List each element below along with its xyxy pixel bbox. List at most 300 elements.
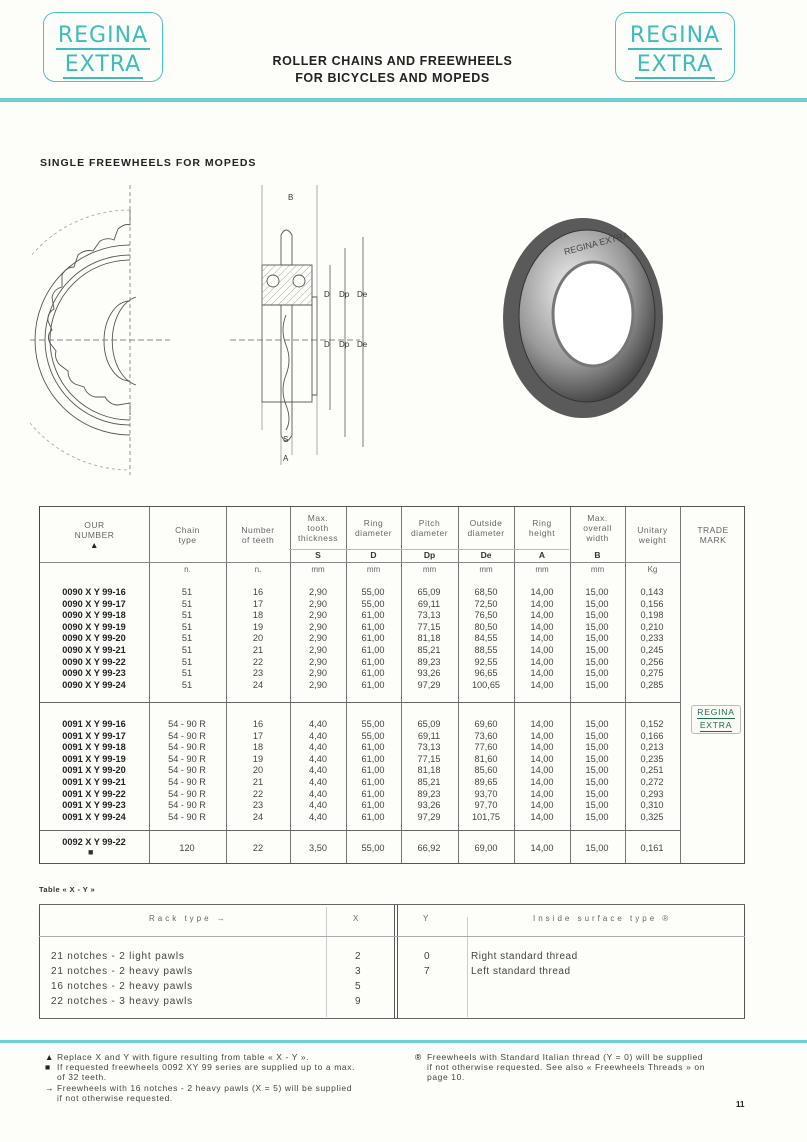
table-cell: 85,21 bbox=[417, 645, 441, 655]
table-cell: 14,00 bbox=[530, 800, 554, 811]
table-cell: 23 bbox=[252, 668, 264, 679]
technical-drawing bbox=[30, 185, 450, 475]
header-divider bbox=[40, 562, 680, 563]
table-cell: 0,143 bbox=[640, 587, 664, 597]
table-cell: 2,90 bbox=[309, 610, 327, 621]
table-cell: 61,00 bbox=[361, 811, 385, 822]
table-cell: 93,70 bbox=[474, 788, 498, 799]
column-header-label: weight bbox=[638, 534, 667, 545]
column-header-label: TRADE bbox=[697, 524, 729, 535]
table-cell: 14,00 bbox=[530, 679, 554, 690]
table-cell: 19 bbox=[252, 621, 264, 632]
dim-label-d-bottom: D bbox=[324, 340, 330, 349]
table-cell: 61,00 bbox=[361, 679, 385, 690]
table-cell: 97,70 bbox=[474, 800, 498, 811]
table-cell: 22 bbox=[252, 788, 264, 799]
part-number: 0091 X Y 99-20 bbox=[62, 765, 126, 776]
group-divider bbox=[40, 830, 680, 831]
dim-label-b: B bbox=[288, 193, 294, 202]
column-header bbox=[149, 507, 226, 562]
table-cell: 54 - 90 R bbox=[168, 788, 206, 799]
table-row bbox=[40, 610, 680, 622]
table-row bbox=[40, 800, 680, 812]
column-header-label: height bbox=[528, 528, 556, 538]
column-symbol: B bbox=[594, 550, 601, 560]
column-header-label: NUMBER bbox=[74, 529, 115, 540]
table-cell: 4,40 bbox=[309, 730, 327, 741]
table-cell: 22 bbox=[252, 843, 264, 853]
table-cell: 61,00 bbox=[361, 621, 385, 632]
column-header-label: Number bbox=[241, 524, 275, 535]
brand-line1: REGINA bbox=[57, 23, 149, 48]
table-cell: 80,50 bbox=[474, 621, 498, 632]
column-header bbox=[514, 507, 570, 549]
table-cell: 88,55 bbox=[474, 645, 498, 655]
column-header bbox=[346, 507, 401, 549]
table-cell: 14,00 bbox=[530, 656, 554, 667]
part-number: 0091 X Y 99-21 bbox=[62, 777, 126, 787]
table-cell: 96,65 bbox=[474, 668, 498, 679]
table-cell: 2,90 bbox=[309, 668, 327, 679]
table-cell: 85,60 bbox=[474, 765, 498, 776]
table-cell: 92,55 bbox=[474, 656, 498, 667]
table-cell: 21 bbox=[252, 645, 264, 655]
freewheel-bore bbox=[553, 262, 633, 366]
table-cell: 14,00 bbox=[530, 811, 554, 822]
xy-table-caption: Table « X - Y » bbox=[39, 885, 96, 894]
part-number: 0091 X Y 99-23 bbox=[62, 800, 126, 811]
footnote-text: of 32 teeth. bbox=[57, 1072, 107, 1082]
group-divider bbox=[40, 702, 680, 703]
table-cell: 0,245 bbox=[640, 645, 664, 655]
table-row bbox=[40, 719, 680, 731]
table-cell: 51 bbox=[181, 621, 193, 632]
table-cell: 4,40 bbox=[309, 742, 327, 753]
column-unit: mm bbox=[366, 565, 381, 574]
table-cell: 100,65 bbox=[471, 679, 501, 690]
trade-mark-line1: REGINA bbox=[697, 707, 735, 717]
table-cell: 17 bbox=[252, 598, 264, 609]
column-header-label: Ring bbox=[363, 518, 384, 528]
column-header bbox=[625, 507, 680, 562]
part-number: 0092 X Y 99-22 bbox=[62, 837, 126, 847]
table-cell: 54 - 90 R bbox=[168, 765, 206, 776]
column-unit: mm bbox=[590, 565, 605, 574]
y-value: 0 bbox=[424, 951, 430, 962]
table-cell: 14,00 bbox=[530, 645, 554, 655]
table-cell: 0,251 bbox=[640, 765, 664, 776]
column-unit: n. bbox=[184, 565, 191, 574]
header-divider bbox=[0, 98, 807, 102]
column-header-label: diameter bbox=[467, 528, 505, 538]
dim-label-de-bottom: De bbox=[357, 340, 368, 349]
footnote-marker-icon: ▲ bbox=[45, 1052, 55, 1062]
table-row bbox=[40, 657, 680, 669]
table-row bbox=[40, 645, 680, 657]
part-number: 0090 X Y 99-21 bbox=[62, 645, 126, 655]
part-number: 0091 X Y 99-16 bbox=[62, 719, 126, 729]
table-cell: 61,00 bbox=[361, 765, 385, 776]
symbol-divider bbox=[289, 549, 569, 550]
table-cell: 15,00 bbox=[585, 633, 609, 644]
table-cell: 76,50 bbox=[474, 610, 498, 621]
table-cell: 14,00 bbox=[530, 742, 554, 753]
y-value: 7 bbox=[424, 966, 430, 977]
part-number: 0090 X Y 99-22 bbox=[62, 656, 126, 667]
trade-mark-line2: EXTRA bbox=[699, 720, 733, 730]
column-header-label: Chain bbox=[175, 524, 200, 535]
table-cell: 4,40 bbox=[309, 777, 327, 787]
table-cell: 15,00 bbox=[585, 656, 609, 667]
footer-divider bbox=[0, 1040, 807, 1043]
table-cell: 0,293 bbox=[640, 788, 664, 799]
table-cell: 15,00 bbox=[585, 668, 609, 679]
table-cell: 81,18 bbox=[417, 765, 441, 776]
table-cell: 2,90 bbox=[309, 679, 327, 690]
footnote-text: If requested freewheels 0092 XY 99 series are supplied up to a max. bbox=[57, 1062, 356, 1072]
table-cell: 0,256 bbox=[640, 656, 664, 667]
column-header-label: diameter bbox=[354, 528, 393, 538]
table-cell: 2,90 bbox=[309, 633, 327, 644]
table-cell: 89,65 bbox=[474, 777, 498, 787]
table-cell: 15,00 bbox=[585, 742, 609, 753]
footnote-marker-icon: ® bbox=[415, 1052, 422, 1062]
page-title-line2: FOR BICYCLES AND MOPEDS bbox=[295, 71, 490, 85]
column-symbol: S bbox=[315, 550, 321, 560]
table-cell: 15,00 bbox=[585, 811, 609, 822]
table-cell: 20 bbox=[252, 765, 264, 776]
table-cell: 51 bbox=[181, 679, 193, 690]
table-cell: 0,285 bbox=[640, 679, 664, 690]
part-number: 0090 X Y 99-24 bbox=[62, 679, 126, 690]
column-unit: mm bbox=[311, 565, 325, 574]
footnote bbox=[415, 1052, 747, 1082]
table-cell: 69,11 bbox=[417, 730, 441, 741]
part-number: 0091 X Y 99-22 bbox=[62, 788, 126, 799]
section-title: SINGLE FREEWHEELS FOR MOPEDS bbox=[40, 157, 257, 169]
table-row bbox=[40, 812, 680, 824]
table-cell: 14,00 bbox=[530, 610, 554, 621]
table-cell: 101,75 bbox=[471, 811, 501, 822]
freewheel-photo bbox=[495, 210, 665, 420]
column-divider bbox=[680, 507, 681, 863]
table-cell: 15,00 bbox=[585, 753, 609, 764]
footnote-text: if not otherwise requested. See also « Freewheels Threads » on bbox=[427, 1062, 706, 1072]
table-cell: 0,152 bbox=[640, 719, 664, 729]
table-cell: 15,00 bbox=[585, 843, 609, 853]
table-cell: 61,00 bbox=[361, 668, 385, 679]
table-cell: 24 bbox=[252, 811, 264, 822]
table-cell: 14,00 bbox=[530, 598, 554, 609]
table-cell: 0,213 bbox=[640, 742, 664, 753]
part-number: 0090 X Y 99-18 bbox=[62, 610, 126, 621]
table-cell: 15,00 bbox=[585, 800, 609, 811]
table-cell: 15,00 bbox=[585, 645, 609, 655]
sprocket-front-view bbox=[30, 185, 170, 475]
table-row bbox=[40, 622, 680, 634]
surface-type-header: Inside surface type ® bbox=[533, 914, 672, 923]
column-header-label: Outside bbox=[469, 518, 503, 528]
table-cell: 54 - 90 R bbox=[168, 719, 206, 729]
table-cell: 4,40 bbox=[309, 788, 327, 799]
table-cell: 14,00 bbox=[530, 621, 554, 632]
column-symbol: A bbox=[538, 550, 546, 560]
table-cell: 15,00 bbox=[585, 777, 609, 787]
table-cell: 54 - 90 R bbox=[168, 753, 206, 764]
table-cell: 0,233 bbox=[640, 633, 664, 644]
table-cell: 66,92 bbox=[417, 843, 441, 853]
table-cell: 120 bbox=[179, 843, 195, 853]
rack-type-label: 21 notches - 2 light pawls bbox=[51, 951, 185, 962]
table-cell: 14,00 bbox=[530, 777, 554, 787]
table-cell: 77,60 bbox=[474, 742, 498, 753]
table-cell: 22 bbox=[252, 656, 264, 667]
table-cell: 15,00 bbox=[585, 598, 609, 609]
square-marker-icon: ■ bbox=[88, 847, 94, 857]
table-row bbox=[40, 765, 680, 777]
column-header-label: Max. bbox=[587, 513, 608, 523]
column-header bbox=[40, 507, 149, 562]
table-cell: 61,00 bbox=[361, 610, 385, 621]
surface-type-label: Left standard thread bbox=[471, 966, 571, 977]
page-number: 11 bbox=[736, 1100, 745, 1109]
table-cell: 4,40 bbox=[309, 811, 327, 822]
column-header-label: width bbox=[586, 533, 609, 543]
table-row bbox=[40, 599, 680, 611]
brand-line1: REGINA bbox=[629, 23, 721, 48]
part-number: 0091 X Y 99-18 bbox=[62, 742, 126, 753]
table-cell: 54 - 90 R bbox=[168, 742, 206, 753]
table-cell: 0,235 bbox=[640, 753, 664, 764]
xy-table bbox=[39, 904, 745, 1019]
table-row bbox=[40, 633, 680, 645]
table-cell: 0,272 bbox=[640, 777, 664, 787]
column-symbol: Dp bbox=[423, 550, 436, 560]
table-cell: 77,15 bbox=[417, 621, 441, 632]
column-header-label: Max. bbox=[307, 513, 329, 523]
table-cell: 81,18 bbox=[417, 633, 441, 644]
table-cell: 65,09 bbox=[417, 587, 441, 597]
x-value: 9 bbox=[355, 996, 361, 1007]
column-header-label: Ring bbox=[532, 518, 552, 528]
table-cell: 55,00 bbox=[361, 730, 385, 741]
x-value: 3 bbox=[355, 966, 361, 977]
footnote-text: page 10. bbox=[427, 1072, 465, 1082]
rack-type-label: 22 notches - 3 heavy pawls bbox=[51, 996, 193, 1007]
table-row bbox=[40, 680, 680, 692]
table-row bbox=[40, 777, 680, 789]
table-cell: 15,00 bbox=[585, 621, 609, 632]
column-symbol: D bbox=[370, 550, 377, 560]
surface-type-label: Right standard thread bbox=[471, 951, 578, 962]
freewheel-spec-table bbox=[39, 506, 745, 864]
part-number: 0091 X Y 99-24 bbox=[62, 811, 126, 822]
footnote-text: if not otherwise requested. bbox=[57, 1093, 173, 1103]
table-cell: 14,00 bbox=[530, 730, 554, 741]
x-value: 5 bbox=[355, 981, 361, 992]
table-cell: 84,55 bbox=[474, 633, 498, 644]
column-header bbox=[458, 507, 514, 549]
table-cell: 89,23 bbox=[417, 656, 441, 667]
table-cell: 61,00 bbox=[361, 753, 385, 764]
table-cell: 51 bbox=[181, 633, 193, 644]
table-cell: 77,15 bbox=[417, 753, 441, 764]
trade-mark-logo bbox=[691, 705, 741, 734]
table-cell: 85,21 bbox=[417, 777, 441, 787]
table-cell: 2,90 bbox=[309, 598, 327, 609]
table-cell: 14,00 bbox=[530, 765, 554, 776]
footnote-marker-icon: ■ bbox=[45, 1062, 51, 1072]
table-cell: 61,00 bbox=[361, 777, 385, 787]
table-cell: 3,50 bbox=[309, 843, 327, 853]
column-unit: mm bbox=[422, 565, 437, 574]
column-header bbox=[290, 507, 346, 549]
table-cell: 2,90 bbox=[309, 656, 327, 667]
table-cell: 0,161 bbox=[640, 843, 664, 853]
column-header-label: tooth bbox=[307, 523, 329, 533]
table-cell: 2,90 bbox=[309, 621, 327, 632]
table-cell: 69,00 bbox=[474, 843, 498, 853]
table-row bbox=[40, 668, 680, 680]
dim-label-s: S bbox=[283, 435, 289, 444]
part-number: 0091 X Y 99-17 bbox=[62, 730, 126, 741]
column-header-label: diameter bbox=[410, 528, 449, 538]
brand-logo-right bbox=[615, 12, 735, 82]
table-cell: 4,40 bbox=[309, 753, 327, 764]
table-cell: 4,40 bbox=[309, 719, 327, 729]
table-cell: 55,00 bbox=[361, 598, 385, 609]
column-unit: Kg bbox=[647, 565, 658, 574]
footnote bbox=[45, 1052, 377, 1062]
table-cell: 18 bbox=[252, 742, 264, 753]
table-cell: 14,00 bbox=[530, 633, 554, 644]
table-cell: 14,00 bbox=[530, 788, 554, 799]
table-row bbox=[40, 789, 680, 801]
column-header-label: Unitary bbox=[637, 524, 668, 535]
column-header-label: Pitch bbox=[418, 518, 441, 528]
sprocket-section-view bbox=[230, 185, 363, 465]
table-cell: 17 bbox=[252, 730, 264, 741]
table-cell: 61,00 bbox=[361, 742, 385, 753]
table-cell: 4,40 bbox=[309, 800, 327, 811]
table-cell: 23 bbox=[252, 800, 264, 811]
table-cell: 97,29 bbox=[417, 679, 441, 690]
table-cell: 93,26 bbox=[417, 668, 441, 679]
rack-type-header: Rack type → bbox=[149, 914, 228, 923]
table-cell: 55,00 bbox=[361, 843, 385, 853]
table-cell: 68,50 bbox=[474, 587, 498, 597]
footnote-text: Replace X and Y with figure resulting from table « X - Y ». bbox=[57, 1052, 310, 1062]
table-cell: 54 - 90 R bbox=[168, 777, 206, 787]
table-cell: 15,00 bbox=[585, 679, 609, 690]
table-cell: 51 bbox=[181, 668, 193, 679]
page-title bbox=[240, 53, 545, 87]
table-cell: 61,00 bbox=[361, 788, 385, 799]
table-cell: 19 bbox=[252, 753, 264, 764]
column-header-label: OUR bbox=[84, 519, 105, 530]
table-cell: 15,00 bbox=[585, 719, 609, 729]
table-cell: 72,50 bbox=[474, 598, 498, 609]
part-number: 0090 X Y 99-16 bbox=[62, 587, 126, 597]
table-cell: 14,00 bbox=[530, 843, 554, 853]
column-header bbox=[226, 507, 290, 562]
column-header-label: MARK bbox=[699, 534, 727, 545]
table-cell: 2,90 bbox=[309, 587, 327, 597]
table-cell: 21 bbox=[252, 777, 264, 787]
part-number: 0090 X Y 99-19 bbox=[62, 621, 126, 632]
dim-label-de-top: De bbox=[357, 290, 368, 299]
table-cell: 0,166 bbox=[640, 730, 664, 741]
part-number: 0090 X Y 99-23 bbox=[62, 668, 126, 679]
table-cell: 69,60 bbox=[474, 719, 498, 729]
table-cell: 14,00 bbox=[530, 719, 554, 729]
column-unit: n. bbox=[254, 565, 262, 574]
table-cell: 61,00 bbox=[361, 656, 385, 667]
table-cell: 0,275 bbox=[640, 668, 664, 679]
brand-logo-left bbox=[43, 12, 163, 82]
table-cell: 51 bbox=[181, 587, 193, 597]
column-header-label: type bbox=[178, 534, 197, 545]
table-cell: 73,13 bbox=[417, 742, 441, 753]
table-cell: 54 - 90 R bbox=[168, 730, 206, 741]
dim-label-a: A bbox=[283, 454, 289, 463]
table-cell: 61,00 bbox=[361, 800, 385, 811]
footnote-marker-icon: → bbox=[45, 1083, 55, 1093]
table-cell: 54 - 90 R bbox=[168, 811, 206, 822]
rack-type-label: 16 notches - 2 heavy pawls bbox=[51, 981, 193, 992]
table-cell: 16 bbox=[252, 719, 264, 729]
triangle-marker-icon: ▲ bbox=[90, 539, 99, 550]
footnote bbox=[45, 1083, 377, 1103]
table-cell: 0,198 bbox=[640, 610, 664, 621]
table-cell: 89,23 bbox=[417, 788, 441, 799]
column-header bbox=[570, 507, 625, 549]
column-header bbox=[680, 507, 746, 562]
table-cell: 15,00 bbox=[585, 587, 609, 597]
dim-label-d-top: D bbox=[324, 290, 330, 299]
table-row bbox=[40, 754, 680, 766]
column-header-label: of teeth bbox=[241, 534, 275, 545]
table-cell: 0,156 bbox=[640, 598, 664, 609]
table-row bbox=[40, 731, 680, 743]
table-cell: 15,00 bbox=[585, 730, 609, 741]
page-title-line1: ROLLER CHAINS AND FREEWHEELS bbox=[272, 54, 513, 68]
dim-label-dp-bottom: Dp bbox=[339, 340, 350, 349]
table-cell: 24 bbox=[252, 679, 264, 690]
footnote-text: Freewheels with Standard Italian thread (Y = 0) will be supplied bbox=[427, 1052, 704, 1062]
table-cell: 2,90 bbox=[309, 645, 327, 655]
table-row bbox=[40, 837, 680, 853]
photo-engraving: REGINA EXTRA bbox=[562, 230, 630, 257]
x-value: 2 bbox=[355, 951, 361, 962]
table-cell: 51 bbox=[181, 645, 193, 655]
column-header bbox=[401, 507, 458, 549]
table-cell: 51 bbox=[181, 610, 193, 621]
column-header-label: thickness bbox=[298, 533, 338, 543]
table-cell: 65,09 bbox=[417, 719, 441, 729]
table-cell: 15,00 bbox=[585, 765, 609, 776]
table-cell: 61,00 bbox=[361, 633, 385, 644]
table-cell: 20 bbox=[252, 633, 264, 644]
table-cell: 15,00 bbox=[585, 610, 609, 621]
table-cell: 54 - 90 R bbox=[168, 800, 206, 811]
table-row bbox=[40, 742, 680, 754]
table-cell: 15,00 bbox=[585, 788, 609, 799]
dim-label-dp-top: Dp bbox=[339, 290, 350, 299]
table-row bbox=[40, 587, 680, 599]
part-number: 0090 X Y 99-17 bbox=[62, 598, 126, 609]
table-cell: 61,00 bbox=[361, 645, 385, 655]
